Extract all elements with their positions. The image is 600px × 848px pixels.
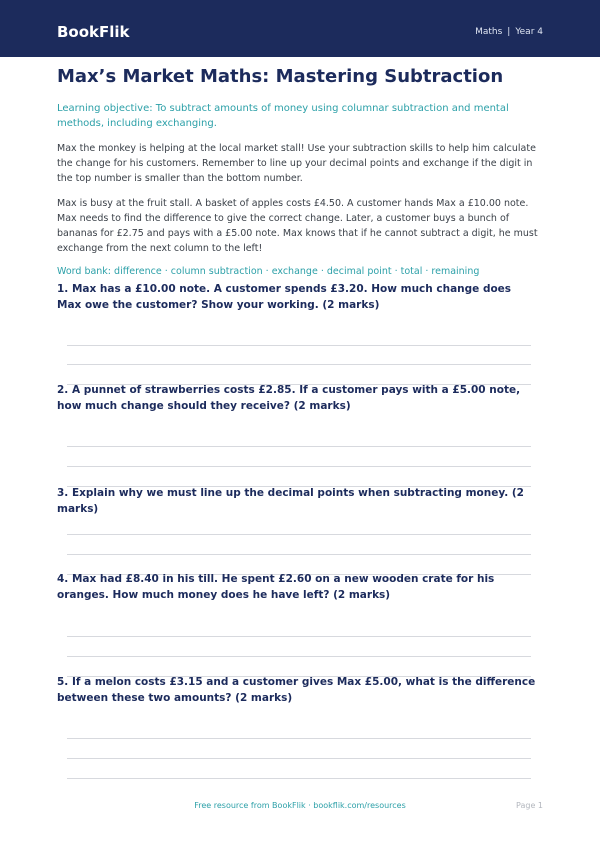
answer-line[interactable] xyxy=(67,778,531,779)
question-text: 1. Max has a £10.00 note. A customer spends £3.20. How much change does Max owe the customer? Show your working. (2 marks) xyxy=(57,283,512,311)
answer-line[interactable] xyxy=(67,364,531,365)
year-label: Year 4 xyxy=(515,27,543,37)
word-bank: Word bank: difference · column subtraction · exchange · decimal point · total · remaining xyxy=(57,266,480,277)
subject-breadcrumb xyxy=(475,25,543,39)
answer-line[interactable] xyxy=(67,466,531,467)
worksheet-intro xyxy=(57,65,543,279)
answer-line[interactable] xyxy=(67,636,531,637)
question-text: 3. Explain why we must line up the decimal points when subtracting money. (2 marks) xyxy=(57,487,524,515)
intro-paragraph: Max the monkey is helping at the local market stall! Use your subtraction skills to help him calculate the change for his customers. Remember to line up your decimal points and exchange if the digit in the top number is smaller than the bottom number. xyxy=(57,143,536,184)
answer-line[interactable] xyxy=(67,345,531,346)
answer-line[interactable] xyxy=(67,554,531,555)
brand-logo[interactable]: BookFlik xyxy=(57,23,130,41)
learning-objective: Learning objective: To subtract amounts of money using columnar subtraction and mental methods, including exchanging. xyxy=(57,103,509,129)
page-number: Page 1 xyxy=(516,801,543,810)
answer-line[interactable] xyxy=(67,758,531,759)
question-2 xyxy=(57,382,537,414)
question-3 xyxy=(57,485,537,517)
question-text: 2. A punnet of strawberries costs £2.85. If a customer pays with a £5.00 note, how much change should they receive? (2 marks) xyxy=(57,384,521,412)
page-title: Max’s Market Maths: Mastering Subtraction xyxy=(57,66,504,87)
question-text: 4. Max had £8.40 in his till. He spent £2.60 on a new wooden crate for his oranges. How much money does he have left? (2 marks) xyxy=(57,573,495,601)
answer-line[interactable] xyxy=(67,446,531,447)
scenario-paragraph: Max is busy at the fruit stall. A basket of apples costs £4.50. A customer hands Max a £10.00 note. Max needs to find the difference to give the correct change. Later, a customer buys a bunch of bananas for £2.75 and pays with a £5.00 note. Max knows that if he cannot subtract a digit, he must exchange from the next column to the left! xyxy=(57,198,538,254)
breadcrumb-separator: | xyxy=(507,27,511,37)
subject-label: Maths xyxy=(475,27,503,37)
footer-resource-link[interactable]: Free resource from BookFlik · bookflik.com/resources xyxy=(194,801,406,810)
answer-line[interactable] xyxy=(67,534,531,535)
question-text: 5. If a melon costs £3.15 and a customer gives Max £5.00, what is the difference between these two amounts? (2 marks) xyxy=(57,676,536,704)
question-4 xyxy=(57,571,537,603)
header-bar xyxy=(0,0,600,57)
answer-line[interactable] xyxy=(67,738,531,739)
answer-line[interactable] xyxy=(67,656,531,657)
question-5 xyxy=(57,674,537,706)
question-1 xyxy=(57,281,537,313)
